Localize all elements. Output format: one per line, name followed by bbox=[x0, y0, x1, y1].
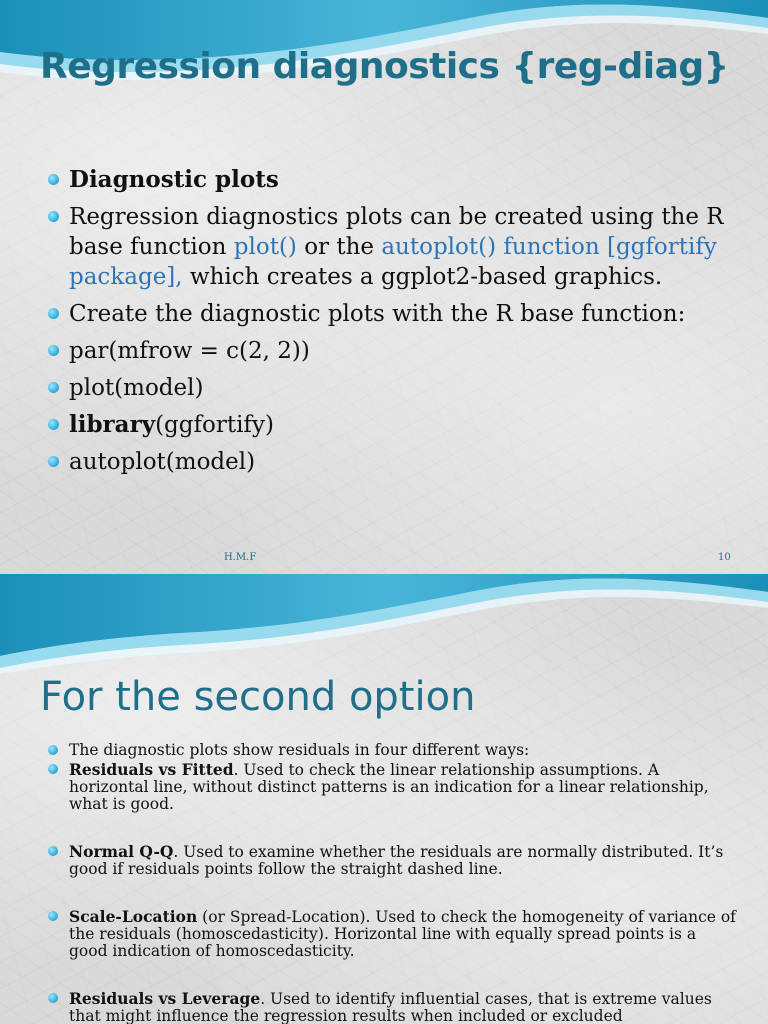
bullet-icon bbox=[48, 345, 59, 356]
bullet-bold-text: Scale-Location bbox=[69, 907, 198, 926]
list-item bbox=[48, 336, 748, 366]
slide-title: For the second option bbox=[40, 674, 476, 720]
bullet-icon bbox=[48, 211, 59, 222]
list-item bbox=[48, 908, 738, 960]
slide-2 bbox=[0, 574, 768, 1024]
bullet-list bbox=[48, 742, 738, 1024]
list-item bbox=[48, 165, 748, 195]
footer-author: H.M.F bbox=[224, 552, 257, 563]
bullet-text: Regression diagnostics plots can be created using the R base function bbox=[69, 204, 724, 260]
bullet-heading: Diagnostic plots bbox=[69, 166, 279, 193]
list-item bbox=[48, 373, 748, 403]
bullet-text: . Used to identify influential cases, that is extreme values that might influence the regression results when included or excluded bbox=[69, 990, 712, 1024]
list-item bbox=[48, 843, 738, 878]
list-item bbox=[48, 990, 738, 1024]
bullet-icon bbox=[48, 456, 59, 467]
slide-title: Regression diagnostics {reg-diag} bbox=[40, 46, 729, 87]
bullet-icon bbox=[48, 764, 58, 774]
bullet-icon bbox=[48, 174, 59, 185]
page-number: 10 bbox=[718, 552, 731, 563]
bullet-bold-text: Normal Q-Q bbox=[69, 842, 174, 861]
bullet-icon bbox=[48, 993, 58, 1003]
autoplot-function-link[interactable]: autoplot() function [ggfortify package], bbox=[69, 234, 717, 290]
bullet-text: par(mfrow = c(2, 2)) bbox=[69, 338, 310, 364]
bullet-icon bbox=[48, 846, 58, 856]
plot-function-link[interactable]: plot() bbox=[233, 234, 297, 260]
bullet-icon bbox=[48, 745, 58, 755]
bullet-icon bbox=[48, 382, 59, 393]
bullet-text: (ggfortify) bbox=[155, 412, 274, 438]
list-item bbox=[48, 447, 748, 477]
list-item bbox=[48, 299, 748, 329]
list-item bbox=[48, 761, 738, 813]
wave-header-decoration bbox=[0, 574, 768, 684]
bullet-text: plot(model) bbox=[69, 375, 204, 401]
list-item bbox=[48, 742, 738, 759]
bullet-text: (or Spread-Location). Used to check the homogeneity of variance of the residuals (homoscedasticity). Horizontal line with equally spread points is a good indication of homoscedasticity. bbox=[69, 908, 736, 960]
bullet-text: . Used to check the linear relationship assumptions. A horizontal line, without distinct patterns is an indication for a linear relationship, what is good. bbox=[69, 761, 709, 813]
bullet-text: . Used to examine whether the residuals are normally distributed. It’s good if residuals points follow the straight dashed line. bbox=[69, 843, 724, 878]
list-item bbox=[48, 410, 748, 440]
bullet-text: or the bbox=[296, 234, 382, 260]
list-item bbox=[48, 202, 748, 292]
bullet-text: The diagnostic plots show residuals in four different ways: bbox=[69, 741, 530, 759]
bullet-text: which creates a ggplot2-based graphics. bbox=[182, 264, 663, 290]
bullet-bold-text: Residuals vs Fitted bbox=[69, 760, 234, 779]
bullet-icon bbox=[48, 911, 58, 921]
bullet-icon bbox=[48, 308, 59, 319]
bullet-bold-text: library bbox=[69, 411, 156, 438]
bullet-list bbox=[48, 165, 748, 484]
bullet-text: autoplot(model) bbox=[69, 449, 256, 475]
bullet-bold-text: Residuals vs Leverage bbox=[69, 989, 261, 1008]
bullet-text: Create the diagnostic plots with the R base function: bbox=[69, 301, 686, 327]
bullet-icon bbox=[48, 419, 59, 430]
